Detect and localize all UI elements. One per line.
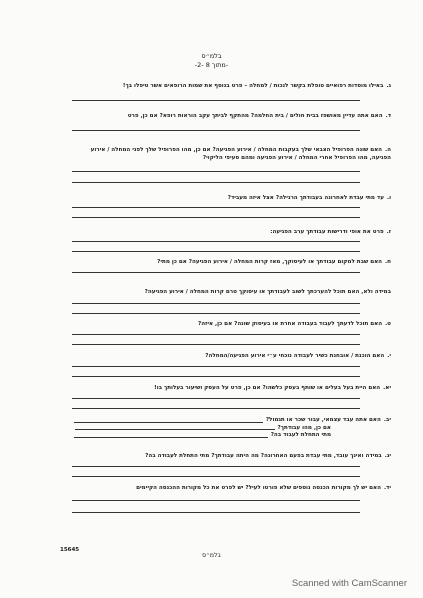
answer-line[interactable]	[72, 130, 360, 131]
question-number: ו.	[386, 195, 391, 201]
question-g	[71, 82, 391, 90]
question-number: י.	[387, 353, 391, 359]
question-number: ה.	[385, 147, 391, 153]
question-yb-row	[71, 417, 391, 425]
question-number: ג.	[386, 83, 391, 89]
form-code: 15645	[60, 547, 80, 553]
question-text: האם יש לך מקורות הכנסה נוספים שלא פורטו לעיל? יש לפרט את כל מקורות ההכנסה הקיימים	[136, 485, 381, 491]
answer-line[interactable]	[72, 366, 360, 367]
question-number: ד.	[385, 113, 391, 119]
question-ch	[71, 258, 391, 266]
question-d	[71, 112, 391, 120]
question-text: האם היית בעל בעלים או שותף בעסק כלשהו? אם כן, פרט על העסק ושיעור בעלותך בו!	[154, 385, 381, 391]
question-yb-row	[71, 425, 391, 433]
answer-line[interactable]	[72, 408, 360, 409]
answer-line[interactable]	[72, 207, 360, 208]
question-yb-row	[71, 432, 391, 440]
question-h	[71, 146, 391, 162]
answer-line[interactable]	[72, 344, 360, 345]
answer-line[interactable]	[72, 171, 360, 172]
answer-blank[interactable]	[75, 429, 275, 430]
question-text: עד מתי עבדת לאחרונה בעבודתך הרגילה? אצל איזה מעביד?	[227, 195, 384, 201]
answer-line[interactable]	[72, 251, 360, 252]
question-number: ט.	[385, 321, 391, 327]
question-t	[71, 320, 391, 328]
question-z	[71, 228, 391, 236]
answer-line[interactable]	[72, 303, 360, 304]
answer-line[interactable]	[72, 272, 360, 273]
question-yg	[71, 452, 391, 460]
question-text: פרט את אופי ודרישות עבודתך ערב הפגיעה:	[270, 229, 384, 235]
question-ya	[71, 384, 391, 392]
answer-line[interactable]	[72, 476, 360, 477]
answer-line[interactable]	[72, 376, 360, 377]
question-text: במידה ואינך עובד, מתי עבדת בפעם האחרונה? מה היתה עבודתך? מתי התחלת לעבודה בה?	[145, 453, 382, 459]
header-confidential: בלמ״ס	[201, 52, 222, 60]
header-page-label: -2- מתוך 8-	[194, 61, 229, 69]
question-text: במידה ולא, האם תוכל להערכתך לשוב לעבודתך או עיסוקך טרם קרות המחלה / אירוע הפגיעה?	[144, 289, 391, 295]
subrow-label: מתי התחלת לעבוד בה?	[270, 432, 331, 438]
answer-line[interactable]	[72, 466, 360, 467]
question-text: האם אתה עדיין מאושפז בבית חולים / בית החלמה? מהתקף לביתך עקב הוראות רופא? אם כן, פרט	[127, 113, 383, 119]
question-v	[71, 194, 391, 202]
page-header	[0, 52, 423, 70]
question-number: יד.	[383, 485, 391, 491]
scanner-watermark: Scanned with CamScanner	[291, 578, 407, 589]
question-text: האם הוכנת / אובחנת כשיר לעבודה נוכחי ע״י אירוע הפגיעה/המחלה?	[205, 353, 385, 359]
question-yb	[71, 417, 391, 440]
question-number: ז.	[386, 229, 391, 235]
answer-blank[interactable]	[74, 422, 263, 423]
question-text: האם אתה עבד עצמאי, עבור שכר או תגמול?	[265, 417, 381, 423]
answer-line[interactable]	[72, 241, 360, 242]
question-number: יב.	[383, 417, 391, 423]
answer-line[interactable]	[72, 512, 360, 513]
question-number: יא.	[383, 385, 391, 391]
footer-confidential: בלמ״ס	[202, 552, 221, 559]
question-number: יג.	[384, 453, 391, 459]
question-yd	[71, 484, 391, 492]
answer-line[interactable]	[72, 334, 360, 335]
answer-line[interactable]	[72, 500, 360, 501]
answer-blank[interactable]	[74, 437, 268, 438]
question-text: האם שונה הפרופיל הצבאי שלך בעקבות המחלה / אירוע הפגיעה? אם כן, מהו הפרופיל שלך לפני המחלה / אירוע הפגיעה, מהו הפרופיל אחרי המחלה / אירוע הפגיעה ומהם סעיפי הליקוי?	[90, 147, 391, 161]
answer-line[interactable]	[72, 182, 360, 183]
question-text: האם תוכל לדעתך לעבוד בעבודה אחרת או בעיסוק שונה? אם כן, איזה?	[198, 321, 383, 327]
question-y	[71, 352, 391, 360]
answer-line[interactable]	[72, 313, 360, 314]
answer-line[interactable]	[72, 100, 360, 101]
question-text: האם שבת למקום עבודתך או לעיסוקך, מאז קרות המחלה / אירוע הפגיעה? אם כן מתי?	[157, 259, 383, 265]
question-text: באילו מוסדות רפואיים טופלת בקשר לנכות / למחלה – פרט בנוסף את שמות הרופאים אשר טיפלו בך!	[122, 83, 384, 89]
answer-line[interactable]	[72, 217, 360, 218]
answer-line[interactable]	[72, 398, 360, 399]
question-ch-sub	[71, 288, 391, 296]
subrow-label: אם כן, מהו עבודתך?	[277, 424, 331, 431]
question-number: ח.	[385, 259, 391, 265]
